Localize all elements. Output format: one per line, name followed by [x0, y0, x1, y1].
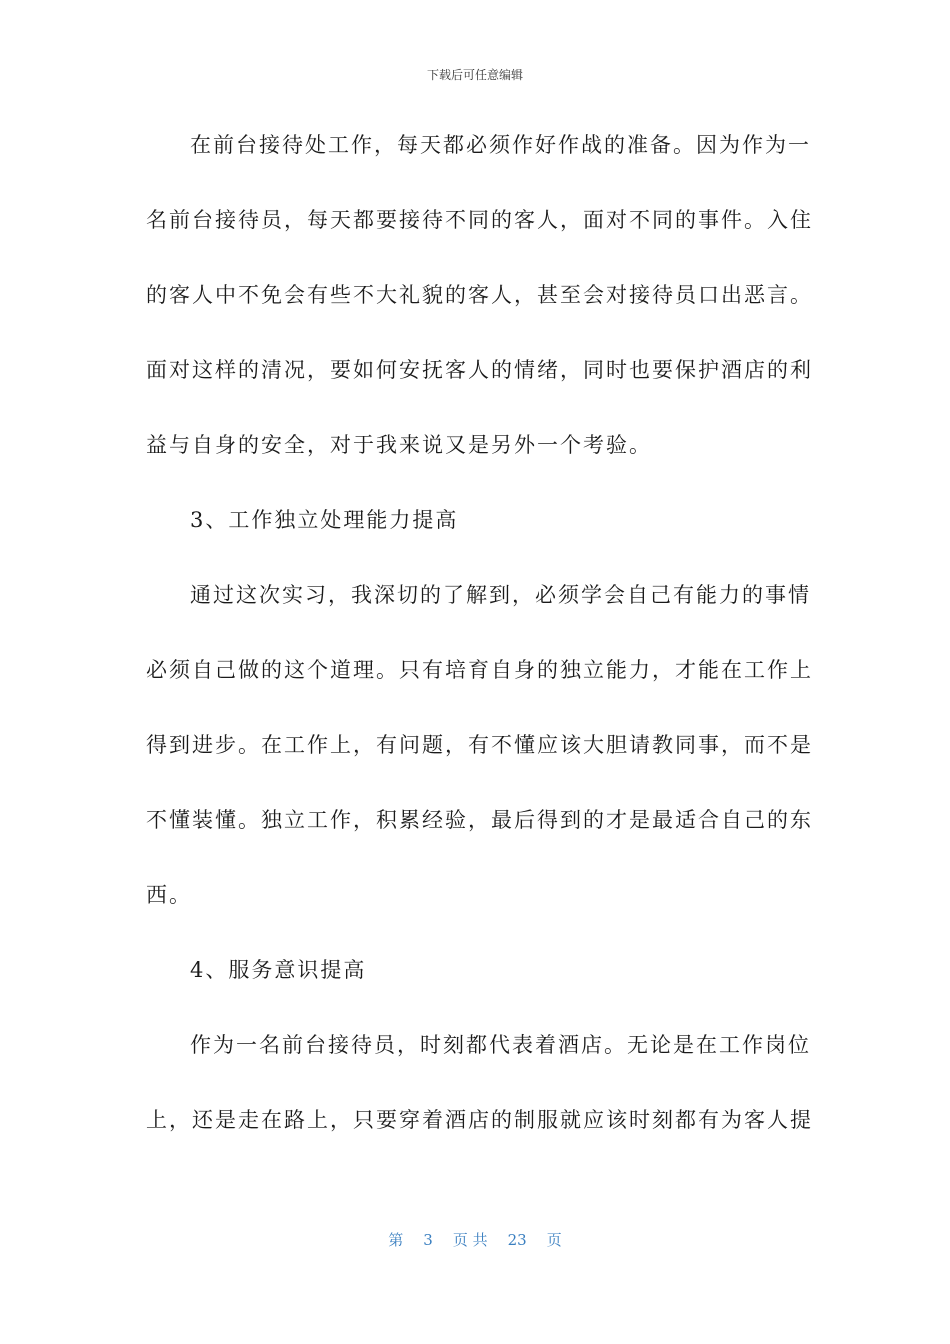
- paragraph-line: 得到进步。在工作上，有问题，有不懂应该大胆请教同事，而不是: [146, 733, 813, 757]
- paragraph-line: 名前台接待员，每天都要接待不同的客人，面对不同的事件。入住: [146, 208, 813, 232]
- document-body: [146, 124, 813, 1174]
- paragraph-line: 在前台接待处工作，每天都必须作好作战的准备。因为作为一: [190, 133, 811, 157]
- paragraph-line: 益与自身的安全，对于我来说又是另外一个考验。: [146, 433, 652, 457]
- paragraph-line: 上，还是走在路上，只要穿着酒店的制服就应该时刻都有为客人提: [146, 1108, 813, 1132]
- total-page-count: 23: [507, 1231, 527, 1249]
- current-page-number: 3: [423, 1231, 433, 1249]
- section-heading: 4、服务意识提高: [190, 958, 367, 982]
- footer-di: 第: [388, 1231, 404, 1249]
- paragraph-line: 面对这样的清况，要如何安抚客人的情绪，同时也要保护酒店的利: [146, 358, 813, 382]
- section-heading: 3、工作独立处理能力提高: [190, 508, 459, 532]
- paragraph-line: 作为一名前台接待员，时刻都代表着酒店。无论是在工作岗位: [190, 1033, 811, 1057]
- paragraph-line: 必须自己做的这个道理。只有培育自身的独立能力，才能在工作上: [146, 658, 813, 682]
- paragraph-line: 西。: [146, 883, 192, 907]
- page-footer: [0, 1229, 950, 1250]
- page-header: 下载后可任意编辑: [426, 68, 523, 82]
- footer-ye-gong: 页 共: [452, 1231, 488, 1249]
- paragraph-line: 通过这次实习，我深切的了解到，必须学会自己有能力的事情: [190, 583, 811, 607]
- paragraph-line: 不懂装懂。独立工作，积累经验，最后得到的才是最适合自己的东: [146, 808, 813, 832]
- footer-ye: 页: [546, 1231, 562, 1249]
- paragraph-line: 的客人中不免会有些不大礼貌的客人，甚至会对接待员口出恶言。: [146, 283, 813, 307]
